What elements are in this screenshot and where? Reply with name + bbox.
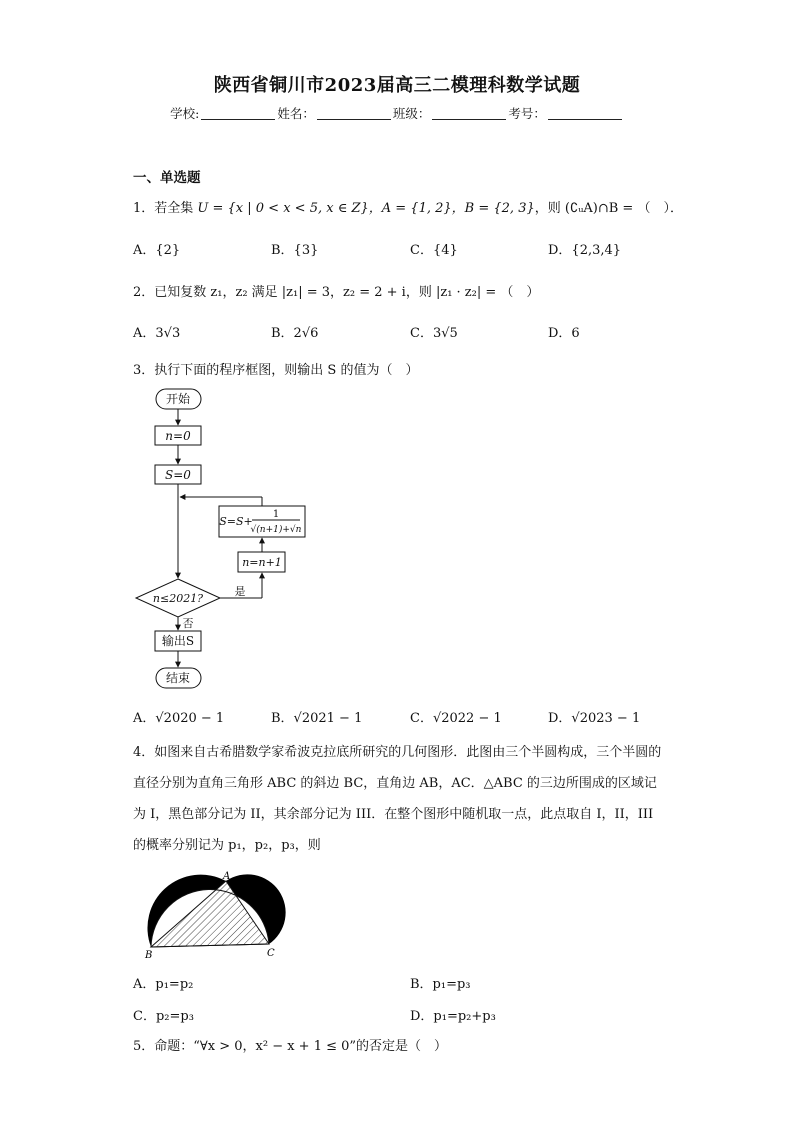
q3-option-c[interactable]: C．√2022 − 1	[410, 711, 502, 726]
q2-option-a[interactable]: A．3√3	[133, 326, 181, 341]
number-label: 考号：	[508, 106, 546, 121]
flow-update-s-lhs: S=S+	[219, 515, 253, 528]
flow-update-s-numerator: 1	[272, 509, 280, 520]
q3-option-b[interactable]: B．√2021 − 1	[271, 711, 363, 726]
q1-option-d[interactable]: D．{2,3,4}	[548, 243, 622, 258]
flowchart	[128, 380, 318, 700]
flow-yes-label: 是	[234, 585, 246, 598]
question-5-stem: 5．命题：“∀x > 0，x² − x + 1 ≤ 0”的否定是（ ）	[133, 1039, 448, 1054]
name-blank	[317, 107, 391, 120]
name-label: 姓名：	[277, 106, 315, 121]
question-3-stem: 3．执行下面的程序框图，则输出 S 的值为（ ）	[133, 363, 419, 378]
class-label: 班级：	[392, 106, 431, 121]
q2-option-b[interactable]: B．2√6	[271, 326, 319, 341]
q1-option-c[interactable]: C．{4}	[410, 243, 458, 258]
q2-option-d[interactable]: D．6	[548, 326, 580, 341]
label-a: A	[223, 871, 231, 882]
flow-no-label: 否	[182, 617, 194, 630]
q4-option-a[interactable]: A．p₁=p₂	[133, 977, 194, 992]
flow-output-text: 输出S	[161, 634, 195, 648]
flow-update-n-text: n=n+1	[242, 556, 282, 569]
q4-option-c[interactable]: C．p₂=p₃	[133, 1009, 194, 1024]
q3-option-d[interactable]: D．√2023 − 1	[548, 711, 641, 726]
flow-end-text: 结束	[165, 671, 191, 685]
flow-init-s-text: S=0	[165, 468, 191, 482]
flow-condition-text: n≤2021?	[152, 592, 204, 605]
q1-set-b: ，B = {2, 3}	[451, 201, 535, 216]
question-2-stem: 2．已知复数 z₁，z₂ 满足 |z₁| = 3，z₂ = 2 + i，则 |z₁ · z₂| = （ ）	[133, 285, 540, 300]
q1-set-u: U = {x | 0 < x < 5, x ∈ Z}	[197, 201, 369, 216]
flow-start-text: 开始	[165, 392, 191, 406]
q4-option-d[interactable]: D．p₁=p₂+p₃	[410, 1009, 496, 1024]
q3-option-a[interactable]: A．√2020 − 1	[133, 711, 225, 726]
question-4-stem: 4．如图来自古希腊数学家希波克拉底所研究的几何图形．此图由三个半圆构成，三个半圆的直径分别为直角三角形 ABC 的斜边 BC，直角边 AB，AC．△ABC 的三边所围成的区域记为 I，黑色部分记为 II，其余部分记为 III．在整个图形中随机取一点，此点取自 I，II，III 的概率分别记为 p₁，p₂，p₃，则	[133, 745, 662, 853]
q1-set-a: ，A = {1, 2}	[368, 201, 452, 216]
page-title: 陕西省铜川市2023届高三二模理科数学试题	[213, 75, 581, 96]
label-b: B	[145, 950, 153, 960]
q1-stem-end: ，则 (∁ᵤA)∩B = （ ）．	[534, 201, 683, 216]
q1-option-b[interactable]: B．{3}	[271, 243, 319, 258]
hippocrates-figure	[136, 868, 292, 960]
school-label: 学校:	[170, 106, 200, 121]
flow-update-s-denominator: √(n+1)+√n	[250, 525, 302, 535]
class-blank	[432, 107, 506, 120]
q1-stem-start: 1．若全集	[133, 201, 194, 216]
flow-init-n-text: n=0	[165, 429, 191, 443]
question-1-stem	[133, 197, 683, 216]
q1-option-a[interactable]: A．{2}	[133, 243, 181, 258]
section-heading: 一、单选题	[133, 170, 201, 186]
label-c: C	[267, 948, 275, 959]
school-blank	[201, 107, 275, 120]
q4-option-b[interactable]: B．p₁=p₃	[410, 977, 471, 992]
student-info-line	[0, 104, 794, 122]
number-blank	[548, 107, 622, 120]
q2-option-c[interactable]: C．3√5	[410, 326, 458, 341]
